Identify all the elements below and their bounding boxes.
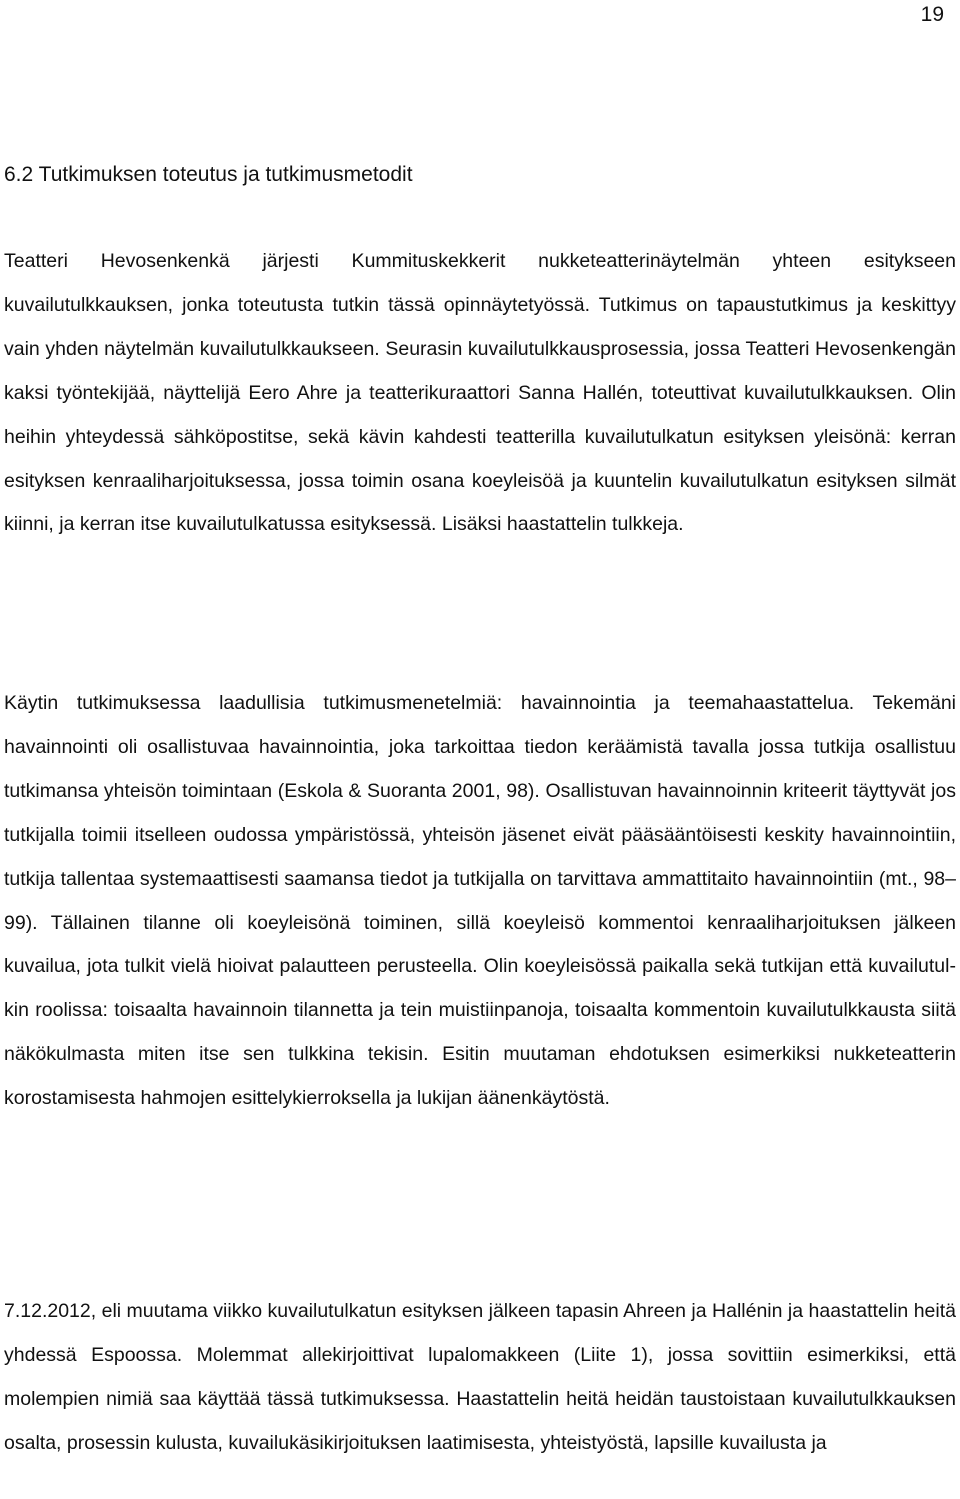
- body-paragraph-1: Teatteri Hevosenkenkä järjesti Kummituskekkerit nukketeatterinäytelmän yhteen esitykseen kuvailutulkkauksen, jonka toteutusta tutkin tässä opinnäytetyössä. Tutkimus on tapaustutkimus ja keskittyy vain yhden näytelmän kuvailutulkkaukseen. Seurasin kuvailutulkkausprosessia, jossa Teatteri Hevosenkengän kaksi työntekijää, näyttelijä Eero Ahre ja teatterikuraattori Sanna Hallén, toteuttivat kuvailutulkkauksen. Olin heihin yhteydessä sähköpostitse, sekä kävin kahdesti teatterilla kuvailutulkatun esityksen yleisönä: kerran esityksen kenraaliharjoituksessa, jossa toimin osana koeyleisöä ja kuuntelin kuvailutulkatun esityksen silmät kiinni, ja kerran itse kuvailutulkatussa esityksessä. Lisäksi haastattelin tulkkeja.: [4, 250, 956, 536]
- body-paragraph-2: Käytin tutkimuksessa laadullisia tutkimusmenetelmiä: havainnointia ja teemahaastattelua. Tekemäni havainnointi oli osallistuvaa havainnointia, joka tarkoittaa tiedon keräämistä tavalla jossa tutkija osallistuu tutkimansa yhteisön toimintaan (Eskola & Suoranta 2001, 98). Osallistuvan havainnoinnin kriteerit täyttyvät jos tutkijalla toimii itselleen oudossa ympäristössä, yhteisön jäsenet eivät pääsääntöisesti keskity havainnointiin, tutkija tallentaa systemaattisesti saamansa tiedot ja tutkijalla on tarvittava ammattitaito havainnointiin (mt., 98–99). Tällainen tilanne oli koeyleisönä toiminen, sillä koeyleisö kommentoi kenraaliharjoituksen jälkeen kuvailua, jota tulkit vielä hioivat palautteen perusteella. Olin koeyleisössä paikalla sekä tutkijan että kuvailutulkin roolissa: toisaalta havainnoin tilannetta ja tein muistiinpanoja, toisaalta kommentoin kuvailutulkkausta siitä näkökulmasta miten itse sen tulkkina tekisin. Esitin muutaman ehdotuksen esimerkiksi nukketeatterin korostamisesta hahmojen esittelykierroksella ja lukijan äänenkäytöstä.: [4, 692, 956, 1110]
- page-number: 19: [920, 3, 944, 26]
- section-heading: 6.2 Tutkimuksen toteutus ja tutkimusmetodit: [4, 163, 413, 186]
- body-paragraph-3: 7.12.2012, eli muutama viikko kuvailutulkatun esityksen jälkeen tapasin Ahreen ja Hallénin ja haastattelin heitä yhdessä Espoossa. Molemmat allekirjoittivat lupalomakkeen (Liite 1), jossa sovittiin esimerkiksi, että molempien nimiä saa käyttää tässä tutkimuksessa. Haastattelin heitä heidän taustoistaan kuvailutulkkauksen osalta, prosessin kulusta, kuvailukäsikirjoituksen laatimisesta, yhteistyöstä, lapsille kuvailusta ja: [4, 1300, 956, 1454]
